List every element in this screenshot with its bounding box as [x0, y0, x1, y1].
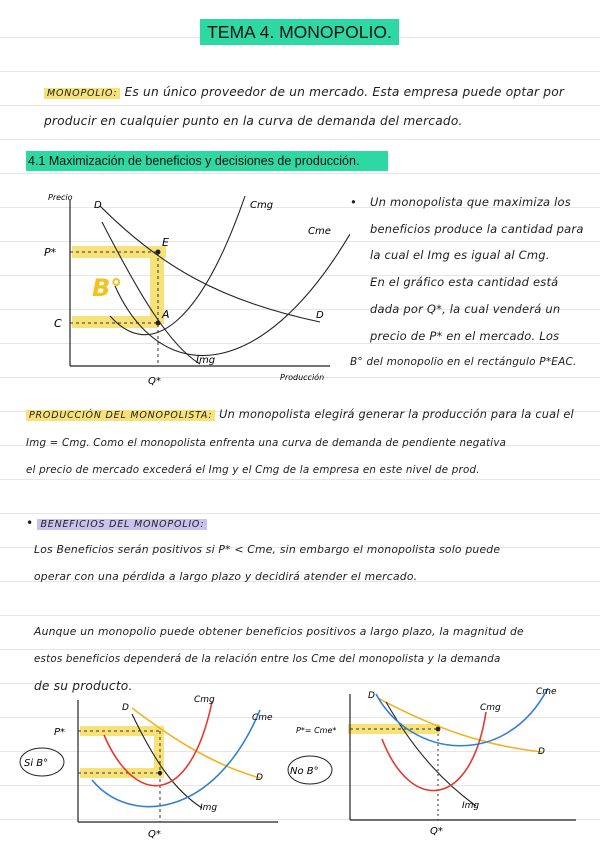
graph2-img-label: Img: [200, 803, 218, 813]
graph1-point-e: [156, 250, 161, 255]
graph1-img-label: Img: [196, 355, 216, 366]
benefits-line-2: operar con una pérdida a largo plazo y decidirá atender el mercado.: [34, 570, 418, 583]
graph1-cmg-label: Cmg: [250, 200, 274, 211]
intro-text-1: Es un único proveedor de un mercado. Esta empresa puede optar por: [124, 85, 565, 99]
graph1-demand-label-top: D: [94, 200, 102, 211]
graph3-cme-label: Cme: [536, 687, 557, 697]
bullet1-line-7: B° del monopolio en el rectángulo P*EAC.: [350, 356, 577, 368]
graph3-demand-label-right: D: [538, 747, 545, 757]
section-heading: 4.1 Maximización de beneficios y decisiones de producción.: [28, 154, 360, 168]
graph3-cmg-label: Cmg: [480, 703, 501, 713]
graph1-qstar-label: Q*: [148, 376, 161, 386]
graph1-cme-label: Cme: [308, 226, 331, 237]
graph2-demand-curve: [132, 708, 260, 778]
bullet1-line-1: Un monopolista que maximiza los: [370, 195, 571, 209]
graph1-x-label: Producción: [280, 373, 325, 382]
benefits-line-1: Los Beneficios serán positivos si P* < Cme, sin embargo el monopolista solo puede: [34, 543, 501, 556]
production-line-3: el precio de mercado excederá el Img y el Cmg de la empresa en este nivel de prod.: [26, 464, 480, 476]
paragraph-line-2: estos beneficios dependerá de la relación entre los Cme del monopolista y la demanda: [34, 653, 501, 665]
graph2-intersection-point: [158, 771, 162, 775]
graph2-positive-profit: [14, 690, 284, 840]
graph1-profit-label: B°: [92, 274, 123, 302]
graph1-point-a: [156, 321, 161, 326]
graph2-demand-label-top: D: [122, 703, 129, 713]
benefits-dot: •: [26, 516, 34, 530]
intro-line-1: [44, 77, 564, 109]
graph1-e-label: E: [162, 236, 169, 249]
graph1-c-label: C: [54, 317, 62, 330]
graph1-cost-highlight: [72, 316, 158, 328]
graph3-demand-label-top: D: [368, 691, 375, 701]
graph2-badge: Si B°: [24, 758, 49, 769]
graph1-demand-label-right: D: [316, 310, 324, 321]
graph1-pstar-label: P*: [44, 246, 57, 259]
production-line-1: [26, 400, 574, 431]
production-keyword: PRODUCCIÓN DEL MONOPOLISTA:: [26, 410, 215, 421]
bullet1-dot: •: [350, 195, 357, 209]
production-line-2: Img = Cmg. Como el monopolista enfrenta una curva de demanda de pendiente negativa: [26, 437, 507, 449]
graph3-cme-curve: [376, 688, 548, 746]
bullet1-line-5: dada por Q*, la cual venderá un: [370, 302, 561, 316]
graph1-a-label: A: [162, 308, 170, 321]
bullet1-line-4: En el gráfico esta cantidad está: [370, 275, 559, 289]
paragraph-line-3: de su producto.: [34, 679, 133, 693]
paragraph-line-1: Aunque un monopolio puede obtener beneficios positivos a largo plazo, la magnitud de: [34, 625, 524, 638]
graph1-monopoly-profit: [40, 186, 350, 386]
graph3-img-label: Img: [462, 801, 480, 811]
graph3-qstar-label: Q*: [430, 826, 443, 837]
page-title: TEMA 4. MONOPOLIO.: [207, 22, 392, 42]
bullet1-line-2: beneficios produce la cantidad para: [370, 222, 584, 236]
graph3-price-label: P*= Cme*: [296, 726, 337, 735]
graph2-qstar-label: Q*: [148, 829, 161, 840]
graph3-tangency-point: [436, 727, 441, 732]
intro-keyword: MONOPOLIO:: [44, 88, 120, 99]
benefits-keyword: BENEFICIOS DEL MONOPOLIO:: [37, 519, 207, 530]
graph3-badge: No B°: [290, 766, 319, 777]
graph2-pstar-label: P*: [54, 727, 66, 738]
bullet1-line-3: la cual el Img es igual al Cmg.: [370, 248, 550, 262]
bullet1-line-6: precio de P* en el mercado. Los: [370, 329, 560, 343]
graph3-no-profit: [286, 684, 586, 840]
production-text-1: Un monopolista elegirá generar la producción para la cual el: [219, 408, 574, 421]
intro-line-2: producir en cualquier punto en la curva de demanda del mercado.: [44, 114, 463, 128]
graph1-y-label: Precio: [48, 193, 73, 202]
graph2-cmg-label: Cmg: [194, 695, 215, 705]
graph1-demand-curve: [100, 206, 320, 322]
graph2-cme-label: Cme: [252, 713, 273, 723]
graph2-demand-label-right: D: [256, 773, 263, 783]
